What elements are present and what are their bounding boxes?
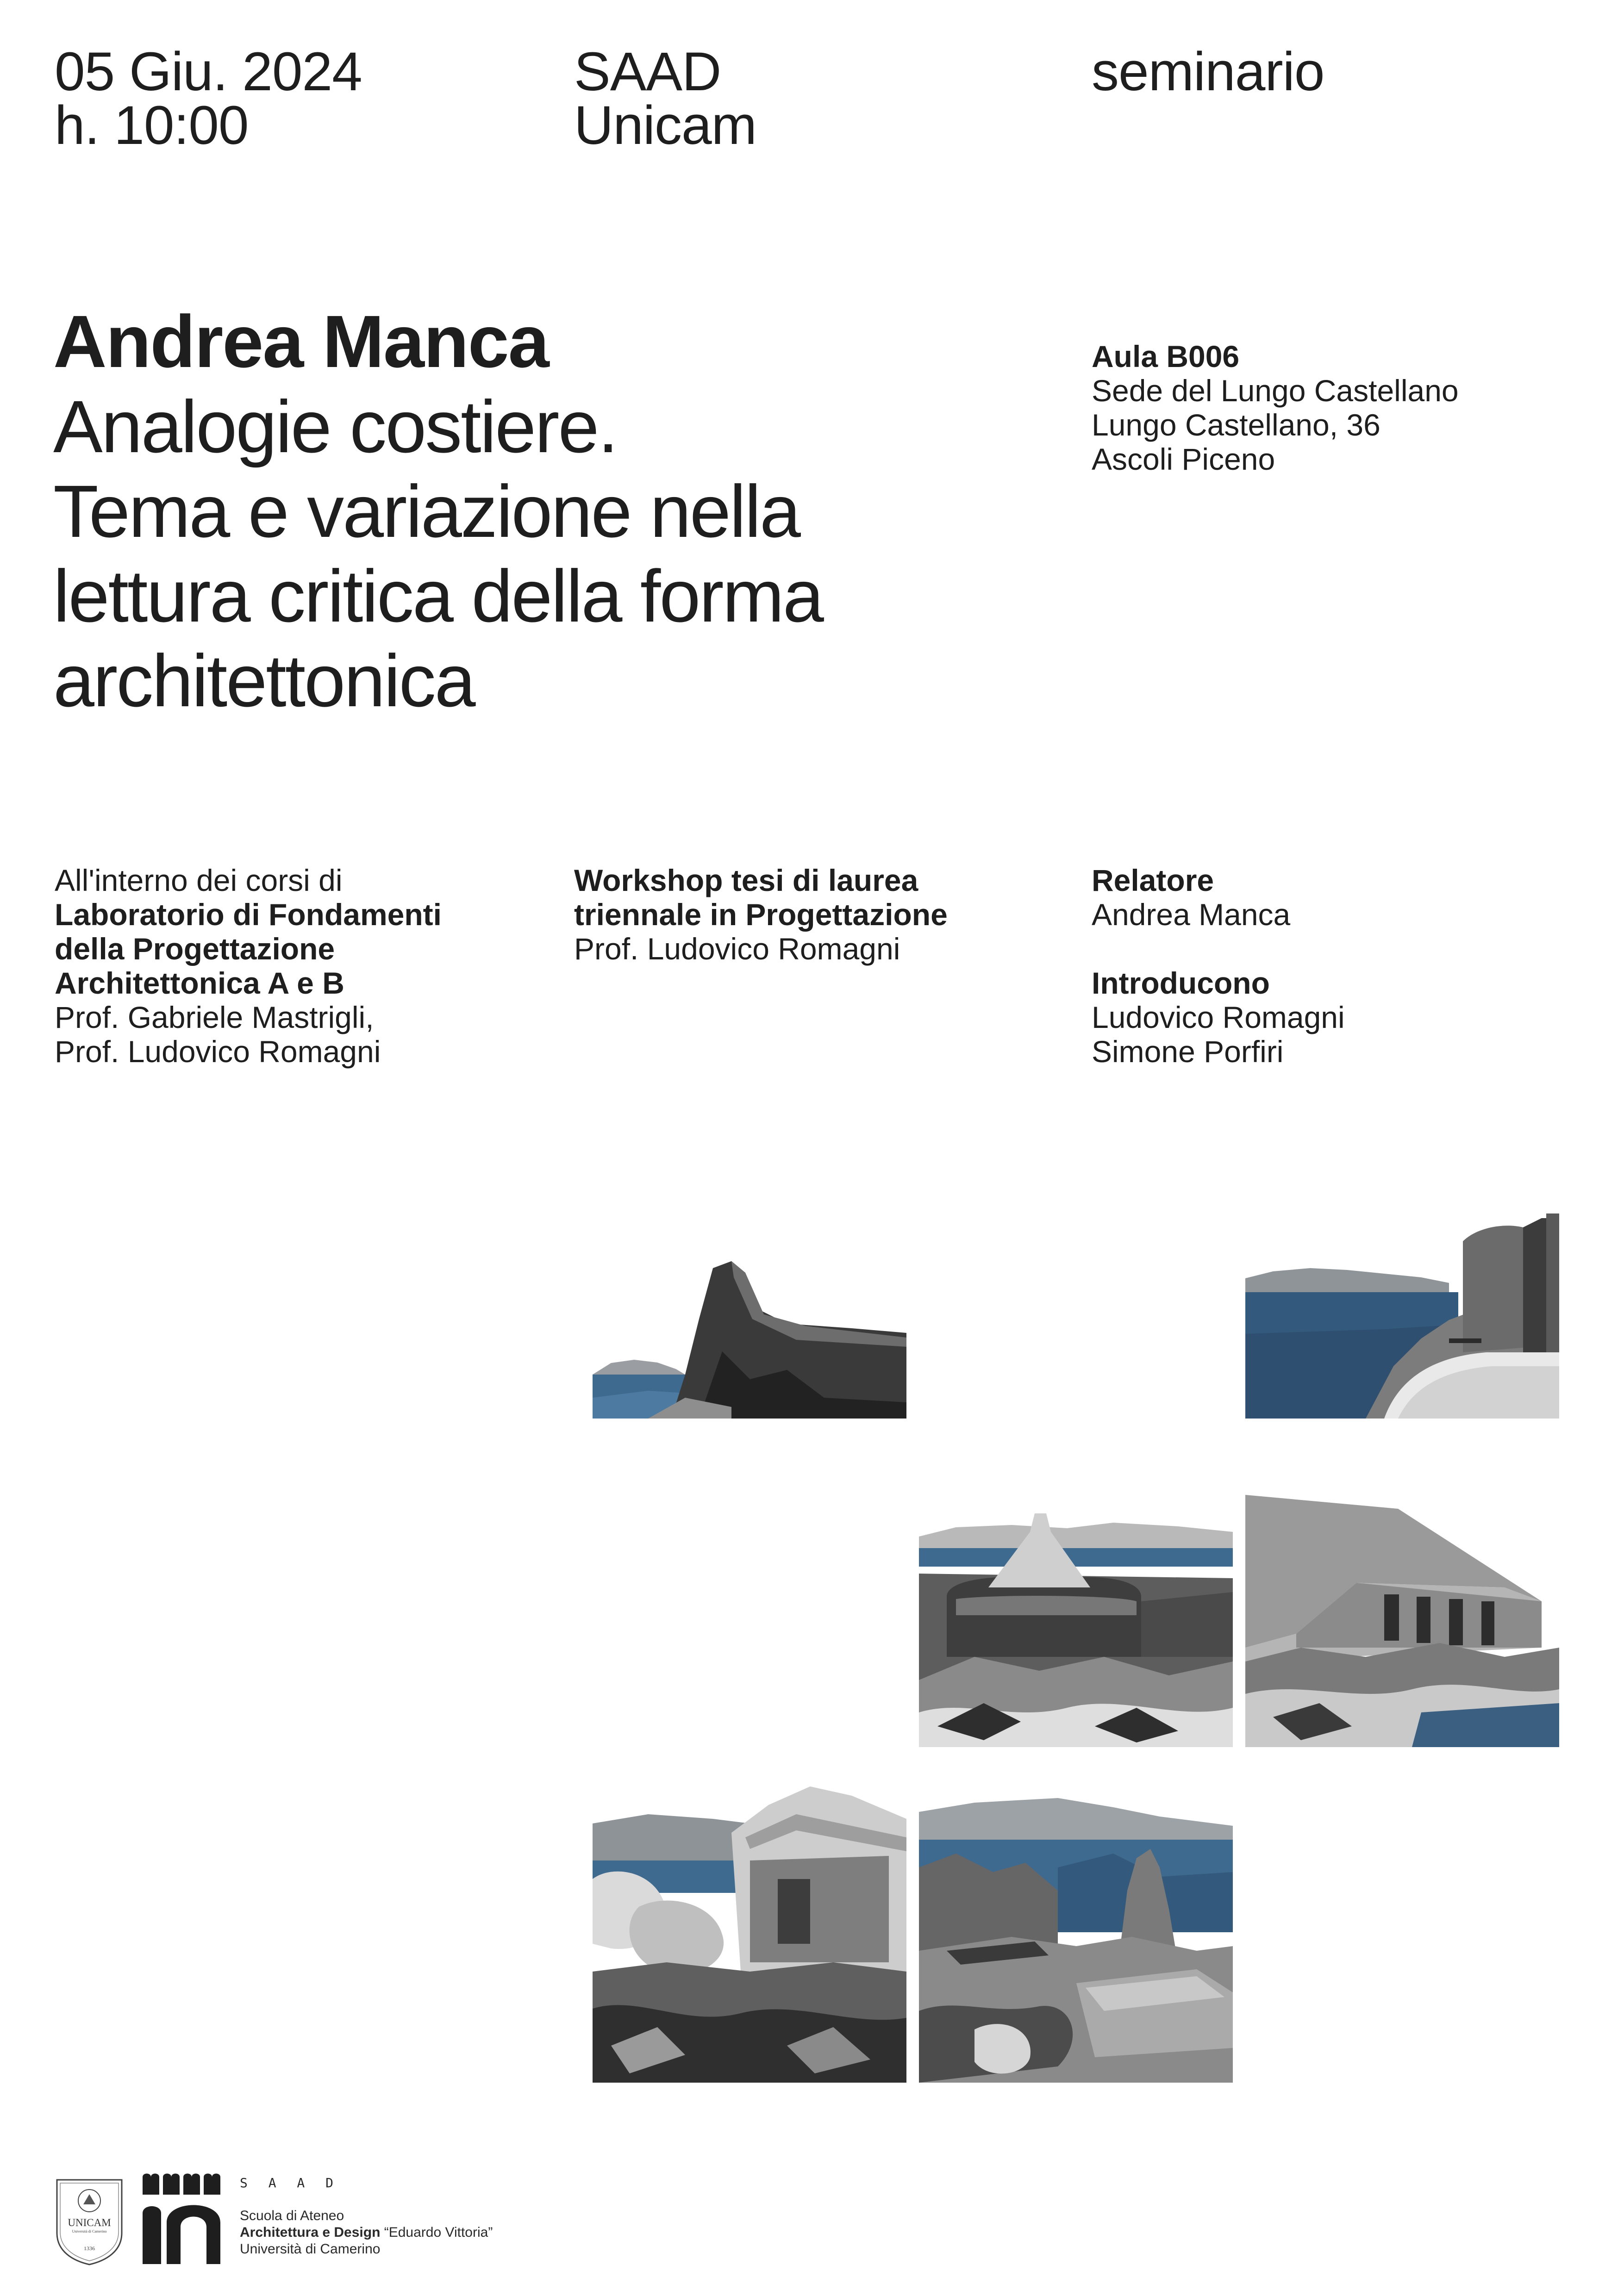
venue-line: Lungo Castellano, 36: [1092, 408, 1380, 442]
school-name-bold: Architettura e Design: [240, 2225, 381, 2240]
photo-stone-building: [1245, 1495, 1559, 1747]
talk-title-line: Tema e variazione nella: [53, 470, 800, 553]
unicam-logo-subtitle: Università di Camerino: [72, 2229, 107, 2234]
workshop-prof: Prof. Ludovico Romagni: [574, 932, 900, 966]
photo-cliff-terrace: [1245, 1213, 1559, 1419]
school-name-quote: “Eduardo Vittoria”: [384, 2225, 493, 2240]
photo-round-house: [919, 1504, 1233, 1747]
event-date-time: [55, 41, 362, 156]
photo-pavilion-boulders: [593, 1786, 906, 2083]
course-name-line: della Progettazione: [55, 932, 335, 966]
relatore-label: Relatore: [1092, 863, 1214, 897]
unicam-logo: [55, 2178, 124, 2265]
introducono-label: Introducono: [1092, 966, 1270, 1000]
photo-granite-coast: [919, 1798, 1233, 2083]
workshop-name-line: Workshop tesi di laurea: [574, 863, 918, 897]
course-name-line: Laboratorio di Fondamenti: [55, 897, 442, 932]
event-type-label: seminario: [1092, 41, 1324, 102]
talk-heading: [53, 300, 1025, 723]
introducono-name: Ludovico Romagni: [1092, 1000, 1345, 1034]
venue-line: Ascoli Piceno: [1092, 442, 1275, 476]
course-info: [55, 863, 442, 1069]
unicam-logo-year: 1336: [84, 2245, 95, 2252]
venue-line: Sede del Lungo Castellano: [1092, 373, 1459, 408]
course-intro: All'interno dei corsi di: [55, 863, 343, 897]
roles-info: [1092, 863, 1345, 1069]
event-date: 05 Giu. 2024: [55, 41, 362, 102]
event-organizer: [574, 41, 756, 156]
talk-title: [53, 384, 1025, 723]
introducono-name: Simone Porfiri: [1092, 1034, 1284, 1069]
talk-title-line: architettonica: [53, 639, 475, 722]
course-name-line: Architettonica A e B: [55, 966, 344, 1000]
school-name: SAAD: [574, 41, 721, 102]
talk-title-line: Analogie costiere.: [53, 385, 617, 468]
relatore-name: Andrea Manca: [1092, 897, 1291, 932]
course-prof: Prof. Gabriele Mastrigli,: [55, 1000, 374, 1034]
event-time: h. 10:00: [55, 95, 249, 156]
venue-room: Aula B006: [1092, 339, 1240, 373]
workshop-info: [574, 863, 948, 966]
university-name: Unicam: [574, 95, 756, 156]
school-description: [240, 2208, 493, 2258]
course-prof: Prof. Ludovico Romagni: [55, 1034, 381, 1069]
venue: [1092, 339, 1459, 476]
school-line-2: [240, 2224, 493, 2241]
photo-concrete-roof: [593, 1259, 906, 1419]
unicam-logo-name: UNICAM: [68, 2217, 111, 2228]
event-type: [1092, 41, 1324, 102]
speaker-name: Andrea Manca: [53, 300, 549, 383]
workshop-name-line: triennale in Progettazione: [574, 897, 948, 932]
saad-wordmark: S A A D: [240, 2175, 340, 2190]
school-line-1: Scuola di Ateneo: [240, 2208, 344, 2223]
school-line-3: Università di Camerino: [240, 2241, 381, 2257]
saad-logo-mark: [143, 2172, 231, 2264]
talk-title-line: lettura critica della forma: [53, 554, 823, 637]
